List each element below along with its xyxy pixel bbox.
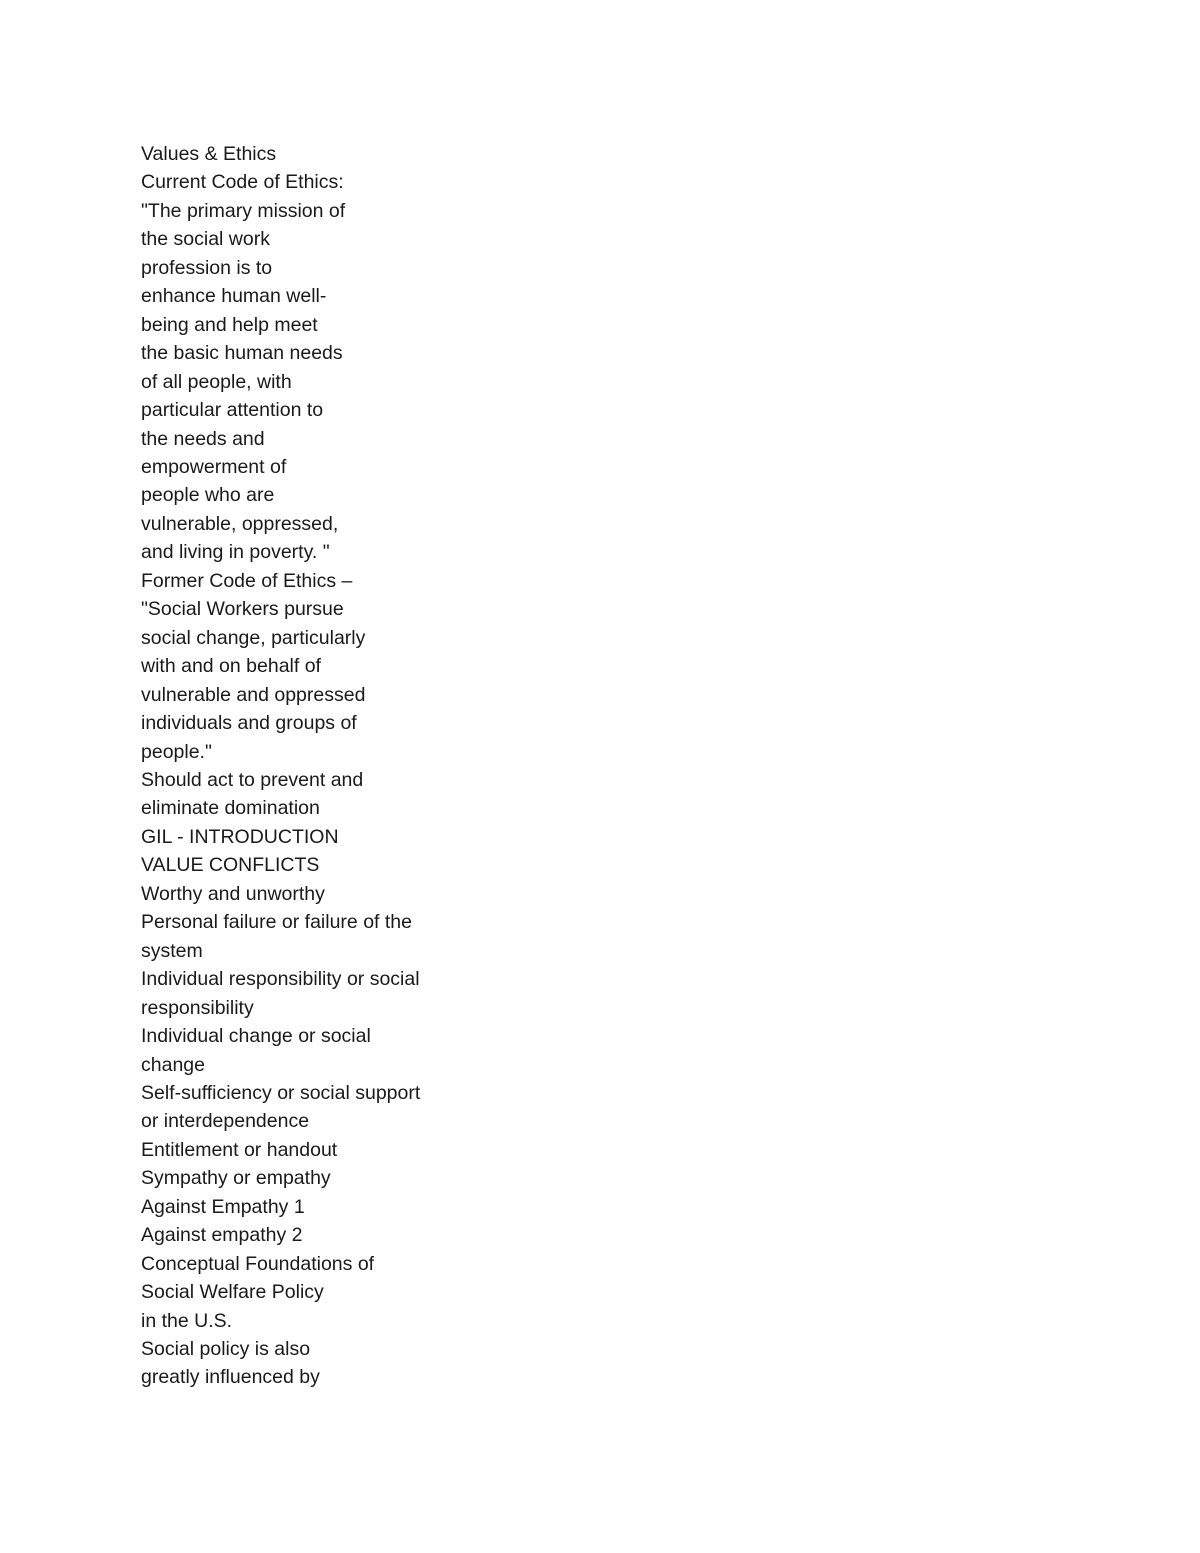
text-line: with and on behalf of <box>141 655 321 678</box>
text-line: vulnerable and oppressed <box>141 683 366 706</box>
text-line: people who are <box>141 484 275 507</box>
text-line: Should act to prevent and <box>141 768 364 791</box>
text-line: the basic human needs <box>141 342 343 365</box>
text-line: the needs and <box>141 427 265 450</box>
text-line: eliminate domination <box>141 797 320 820</box>
text-line: Values & Ethics <box>141 143 277 165</box>
text-line: Individual responsibility or social <box>141 968 420 991</box>
text-line: of all people, with <box>141 370 292 393</box>
text-line: vulnerable, oppressed, <box>141 512 339 535</box>
text-line: empowerment of <box>141 455 287 478</box>
text-line: or interdependence <box>141 1110 310 1133</box>
text-line: in the U.S. <box>141 1309 233 1332</box>
text-line: and living in poverty. " <box>141 541 330 564</box>
text-line: Entitlement or handout <box>141 1138 338 1161</box>
text-line: Former Code of Ethics – <box>141 569 353 592</box>
text-line: being and help meet <box>141 313 318 336</box>
text-line: "Social Workers pursue <box>141 598 344 621</box>
text-line: Against Empathy 1 <box>141 1195 305 1218</box>
text-line: Current Code of Ethics: <box>141 171 344 194</box>
text-line: VALUE CONFLICTS <box>141 854 320 877</box>
text-line: Self-sufficiency or social support <box>141 1081 421 1104</box>
document-text <box>141 140 420 1392</box>
text-line: system <box>141 939 203 962</box>
text-line: Sympathy or empathy <box>141 1167 331 1190</box>
text-line: responsibility <box>141 996 254 1019</box>
text-line: Personal failure or failure of the <box>141 911 412 934</box>
text-line: greatly influenced by <box>141 1366 320 1389</box>
text-line: enhance human well- <box>141 285 327 308</box>
text-line: the social work <box>141 228 270 251</box>
text-line: Social Welfare Policy <box>141 1281 324 1304</box>
text-line: profession is to <box>141 256 273 279</box>
text-line: Conceptual Foundations of <box>141 1252 375 1275</box>
text-line: social change, particularly <box>141 626 366 649</box>
text-line: Individual change or social <box>141 1025 371 1048</box>
text-line: individuals and groups of <box>141 712 357 735</box>
text-line: Social policy is also <box>141 1338 311 1361</box>
text-line: Against empathy 2 <box>141 1224 303 1247</box>
text-line: Worthy and unworthy <box>141 882 325 905</box>
text-line: "The primary mission of <box>141 199 346 222</box>
text-line: people." <box>141 740 212 763</box>
text-line: particular attention to <box>141 399 324 422</box>
text-line: GIL - INTRODUCTION <box>141 825 339 848</box>
text-line: change <box>141 1053 205 1076</box>
